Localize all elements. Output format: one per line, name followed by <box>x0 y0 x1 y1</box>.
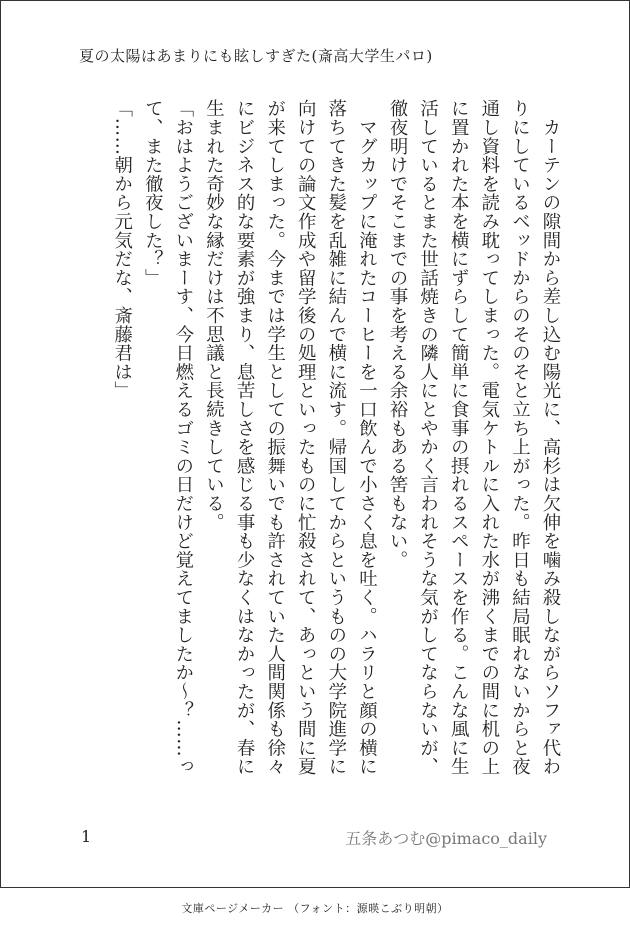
generator-credit: 文庫ページメーカー （フォント：源暎こぶり明朝） <box>181 902 449 915</box>
author-credit: 五条あつむ@pimaco_daily <box>345 829 547 848</box>
vertical-body-text <box>75 99 565 789</box>
dialogue-line: 「……朝から元気だな、斎藤君は」 <box>111 99 133 400</box>
page-number: 1 <box>81 827 92 846</box>
dialogue-line: 「おはようございまーす、今日燃えるゴミの日だけど覚えてましたか～？……って、また徹夜した？」 <box>142 99 194 776</box>
paragraph: マグカップに淹れたコーヒーを一口飲んで小さく息を吐く。ハラリと顔の横に落ちてきた髪を乱雑に結んで横に流す。帰国してからというものの大学院進学に向けての論文作成や留学後の処理といったものに忙殺されて、あっという間に夏が来てしまった。今までは学生としての振舞いでも許されていた人間関係も徐々にビジネス的な要素が強まり、息苦しさを感じる事も少なくはなかったが、春に生まれた奇妙な縁だけは不思議と長続きしている。 <box>203 99 378 776</box>
page-title: 夏の太陽はあまりにも眩しすぎた(斎高大学生パロ) <box>79 47 433 65</box>
paragraph: カーテンの隙間から差し込む陽光に、高杉は欠伸を噛み殺しながらソファ代わりにしているベッドからのそのそと立ち上がった。昨日も結局眠れないからと夜通し資料を読み耽ってしまった。電気ケトルに入れた水が沸くまでの間に机の上に置かれた本を横にずらして簡単に食事の摂れるスペースを作る。こんな風に生活しているとまた世話焼きの隣人にとやかく言われそうな気がしてならないが、徹夜明けでそこまでの事を考える余裕もある筈もない。 <box>387 99 561 776</box>
